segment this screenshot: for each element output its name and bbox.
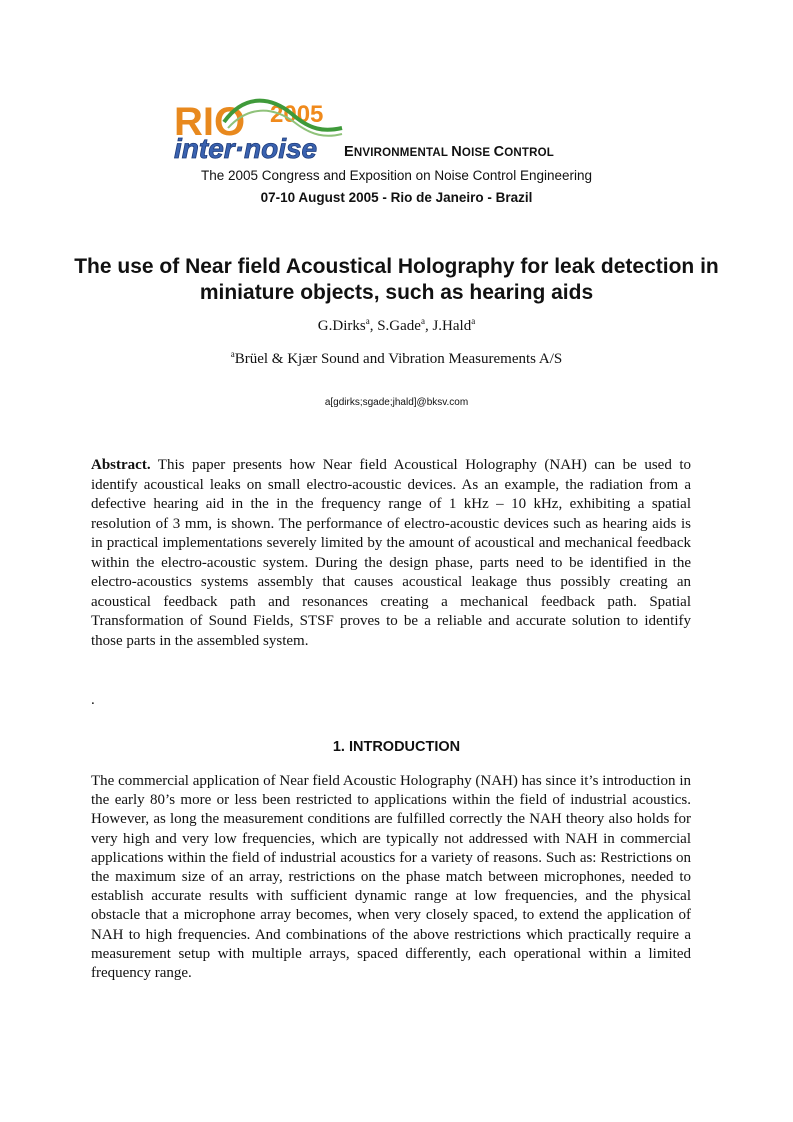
affiliation [0, 351, 793, 368]
theme-letter-e: E [344, 144, 354, 160]
paper-title: The use of Near field Acoustical Holography for leak detection in miniature objects, such as hearing aids [74, 255, 719, 304]
logo-rio-text: RIO [174, 100, 246, 144]
logo-graphic [172, 92, 344, 162]
introduction-paragraph: The commercial application of Near field Acoustic Holography (NAH) has since it’s introduction in the early 80’s more or less been restricted to applications within the field of industrial acoustics. However, as long the measurement conditions are fulfilled correctly the NAH theory also holds for very high and very low frequencies, which are typically not addressed with NAH in commercial applications within the field of industrial acoustics for a variety of reasons. Such as: Restrictions on the maximum size of an array, restrictions on the phase match between microphones, needed to establish accurate results with sufficient dynamic range at low frequencies, and the physical obstacle that a microphone array becomes, when very closely spaced, to extend the application of NAH to high frequencies. And combinations of the above restrictions which practically require a measurement setup with multiple arrays, spaced differently, each operational within a limited frequency range. [91, 773, 691, 982]
abstract-label: Abstract. [91, 457, 151, 473]
theme-word-control: ONTROL [504, 147, 555, 159]
conference-theme [344, 144, 554, 160]
rio-2005-internoise-logo [172, 92, 344, 162]
author-name: S.Gade [377, 318, 421, 334]
theme-letter-n: N [451, 144, 462, 160]
author-email[interactable]: a[gdirks;sgade;jhald]@bksv.com [324, 397, 469, 408]
theme-word-environmental: NVIRONMENTAL [353, 147, 452, 159]
author-affil-mark: a [471, 316, 476, 326]
section-heading-introduction: 1. INTRODUCTION [332, 739, 461, 755]
author-separator: , [369, 318, 378, 334]
theme-letter-c: C [493, 144, 505, 160]
affiliation-mark: a [230, 349, 235, 359]
author-name: G.Dirks [317, 318, 366, 334]
conference-subtitle: The 2005 Congress and Exposition on Noise Control Engineering [201, 168, 592, 183]
affiliation-text: Brüel & Kjær Sound and Vibration Measurements A/S [234, 351, 563, 367]
separator-dot: . [91, 692, 95, 708]
logo-year-text: 2005 [270, 101, 324, 128]
abstract-paragraph [91, 456, 691, 651]
logo-internoise-text: inter·noise [174, 133, 318, 162]
author-name: J.Hald [432, 318, 472, 334]
author-list [0, 318, 793, 335]
author-affil-mark: a [420, 316, 425, 326]
author-affil-mark: a [365, 316, 370, 326]
theme-word-noise: OISE [461, 147, 494, 159]
author-separator: , [424, 318, 433, 334]
conference-dates: 07-10 August 2005 - Rio de Janeiro - Brazil [260, 190, 533, 205]
abstract-text: This paper presents how Near field Acoustical Holography (NAH) can be used to identify acoustical leaks on small electro-acoustic devices. As an example, the radiation from a defective hearing aid in the in the frequency range of 1 kHz – 10 kHz, exhibiting a spatial resolution of 3 mm, is shown. The performance of electro-acoustic devices such as hearing aids is in practical implementations severely limited by the amount of acoustical and mechanical feedback within the electro-acoustic system. During the design phase, parts need to be identified in the electro-acoustics systems assembly that causes acoustical leakage thus possibly creating an acoustical feedback path and resonances creating a mechanical feedback path. Spatial Transformation of Sound Fields, STSF proves to be a reliable and accurate solution to identify those parts in the assembled system. [91, 457, 691, 649]
